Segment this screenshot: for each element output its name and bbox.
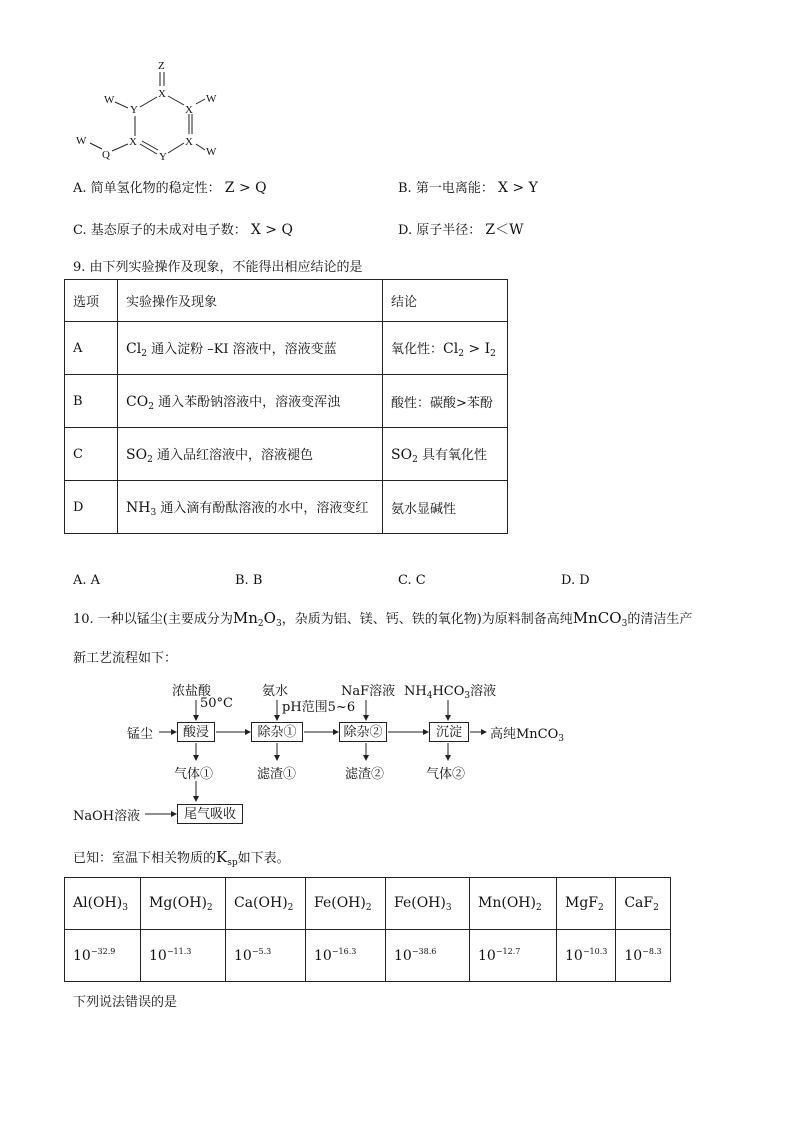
- atom-x-right: X: [185, 104, 193, 116]
- base: 10: [394, 948, 412, 964]
- q10-closing: 下列说法错误的是: [73, 995, 178, 1010]
- intro-text: 已知：室温下相关物质的: [73, 851, 217, 866]
- q9-stem: 9. 由下列实验操作及现象，不能得出相应结论的是: [73, 260, 363, 275]
- subscript: sp: [227, 858, 238, 868]
- q9-choice-c: C. C: [398, 573, 426, 588]
- option-b-text: B. 第一电离能：: [398, 181, 494, 196]
- step-tail-gas: 尾气吸收: [177, 804, 243, 824]
- subscript: 2: [206, 902, 213, 913]
- row-d-conclusion: 氨水显碱性: [383, 481, 508, 534]
- ksp-value-row: [65, 930, 671, 982]
- exponent: −11.3: [166, 947, 192, 956]
- exponent: −5.3: [251, 947, 272, 956]
- atom-w-bottom-right: W: [206, 146, 217, 158]
- subscript: 2: [598, 902, 604, 913]
- step-precipitate: 沉淀: [429, 722, 469, 742]
- formula: Mn(OH): [478, 894, 536, 911]
- label-acid: 浓盐酸: [172, 684, 212, 699]
- row-c-option: C: [65, 428, 118, 481]
- stem-part: ，杂质为铝、镁、钙、铁的氧化物)为原料制备高纯: [281, 612, 573, 627]
- ksp-value-cell: [65, 930, 141, 982]
- option-a-formula: Z > Q: [224, 180, 267, 196]
- subscript: 2: [412, 454, 418, 465]
- subscript: 3: [150, 507, 157, 518]
- formula: Mn: [232, 609, 258, 627]
- option-c-formula: X > Q: [250, 222, 293, 238]
- ksp-value-cell: [616, 930, 670, 982]
- base: 10: [478, 948, 496, 964]
- ksp-formula-cell: [616, 878, 670, 930]
- atom-x-top: X: [158, 88, 166, 100]
- formula: NH: [126, 499, 151, 516]
- stem-part: 10. 一种以锰尘(主要成分为: [73, 612, 233, 627]
- formula: O: [263, 609, 276, 627]
- step-acid-leach: 酸浸: [177, 722, 215, 742]
- row-d-option: D: [65, 481, 118, 534]
- conclusion-text: 具有氧化性: [417, 447, 487, 463]
- exponent: −16.3: [331, 947, 357, 956]
- subscript: 3: [445, 902, 452, 913]
- subscript: 2: [287, 902, 294, 913]
- label-ammonia: 氨水: [262, 684, 289, 699]
- option-d-text: D. 原子半径：: [398, 223, 482, 238]
- ksp-value-cell: [306, 930, 386, 982]
- header-conclusion: 结论: [383, 280, 508, 322]
- subscript: 3: [558, 734, 565, 744]
- conclusion-text: 氧化性：: [391, 341, 444, 357]
- formula: MgF: [565, 894, 599, 911]
- label-gas-1: 气体①: [174, 767, 214, 782]
- row-b-conclusion: 酸性：碳酸>苯酚: [383, 375, 508, 428]
- ksp-formula-cell: [65, 878, 141, 930]
- exponent: −32.9: [90, 947, 116, 956]
- label-gas-2: 气体②: [426, 767, 466, 782]
- subscript: 3: [464, 691, 471, 701]
- option-c-text: C. 基态原子的未成对电子数：: [73, 223, 247, 238]
- subscript: 2: [535, 902, 542, 913]
- q9-choice-b: B. B: [235, 573, 263, 588]
- operation-text: 通入品红溶液中，溶液褪色: [152, 447, 313, 463]
- formula-tail: > I: [463, 340, 491, 357]
- formula: CaF: [624, 894, 654, 911]
- label-product: [490, 723, 564, 744]
- label-tail: 溶液: [470, 684, 497, 699]
- option-b-formula: X > Y: [497, 180, 538, 196]
- subscript: 2: [365, 902, 372, 913]
- q10-stem-line2: 新工艺流程如下：: [73, 651, 178, 666]
- formula: Al(OH): [73, 894, 123, 911]
- ksp-table: [64, 877, 671, 982]
- label-temp: 50°C: [200, 696, 233, 711]
- base: 10: [565, 948, 583, 964]
- ksp-formula-cell: [306, 878, 386, 930]
- formula: Mg(OH): [149, 894, 207, 911]
- atom-z-top: Z: [158, 60, 165, 72]
- ksp-formula-cell: [470, 878, 557, 930]
- subscript: 3: [122, 902, 128, 913]
- formula: Fe(OH): [394, 894, 446, 911]
- formula: CO: [126, 393, 149, 410]
- subscript: 2: [653, 902, 659, 913]
- atom-w-left: W: [76, 135, 87, 147]
- label-residue-1: 滤渣①: [257, 767, 297, 782]
- ksp-formula-cell: [557, 878, 616, 930]
- ksp-formula-cell: [386, 878, 470, 930]
- atom-q-left: Q: [102, 149, 110, 161]
- ksp-formula-cell: [141, 878, 226, 930]
- subscript: 3: [275, 619, 282, 629]
- step-purify-2: 除杂②: [339, 722, 387, 742]
- subscript: 2: [148, 401, 154, 412]
- label-naf: NaF溶液: [341, 684, 396, 699]
- formula: SO: [391, 446, 413, 463]
- stem-part: 的清洁生产: [627, 612, 693, 627]
- ksp-value-cell: [226, 930, 306, 982]
- ksp-formula-row: [65, 878, 671, 930]
- formula: Fe(OH): [314, 894, 366, 911]
- exponent: −12.7: [495, 947, 521, 956]
- q9-choice-a: A. A: [73, 573, 101, 588]
- ksp-value-cell: [386, 930, 470, 982]
- atom-w-top-right: W: [206, 93, 217, 105]
- header-operation: 实验操作及现象: [118, 280, 383, 322]
- ksp-formula-cell: [226, 878, 306, 930]
- subscript: 2: [490, 348, 496, 359]
- formula: MnCO: [572, 609, 622, 627]
- formula: SO: [126, 446, 148, 463]
- operation-text: 通入苯酚钠溶液中，溶液变浑浊: [153, 394, 341, 410]
- formula: 高纯MnCO: [490, 727, 559, 742]
- atom-y-bottom: Y: [159, 151, 167, 163]
- ksp-value-cell: [141, 930, 226, 982]
- base: 10: [234, 948, 252, 964]
- subscript: 4: [426, 691, 433, 701]
- base: 10: [314, 948, 332, 964]
- exponent: −10.3: [582, 947, 608, 956]
- step-purify-1: 除杂①: [251, 722, 303, 742]
- header-option: 选项: [65, 280, 118, 322]
- atom-x-bottom-right: X: [185, 136, 193, 148]
- operation-text: 通入淀粉 –KI 溶液中，溶液变蓝: [146, 341, 337, 357]
- base: 10: [624, 948, 643, 964]
- base: 10: [73, 948, 91, 964]
- label-residue-2: 滤渣②: [345, 767, 385, 782]
- option-a-text: A. 简单氢化物的稳定性：: [73, 181, 221, 196]
- exponent: −38.6: [411, 947, 437, 956]
- atom-x-left: X: [129, 136, 137, 148]
- formula: NH: [404, 684, 427, 699]
- ksp-value-cell: [470, 930, 557, 982]
- subscript: 3: [621, 619, 628, 629]
- formula: Cl: [443, 340, 459, 357]
- base: 10: [149, 948, 167, 964]
- exponent: −8.3: [642, 947, 662, 956]
- formula: Cl: [126, 340, 142, 357]
- ksp-value-cell: [557, 930, 616, 982]
- subscript: 2: [147, 454, 153, 465]
- label-naoh: NaOH溶液: [73, 809, 141, 824]
- operation-text: 通入滴有酚酞溶液的水中，溶液变红: [156, 500, 369, 516]
- atom-w-top-left: W: [104, 94, 115, 106]
- row-b-option: B: [65, 375, 118, 428]
- atom-y-left: Y: [130, 104, 138, 116]
- row-a-option: A: [65, 322, 118, 375]
- q9-choice-d: D. D: [561, 573, 590, 588]
- formula: K: [216, 848, 228, 866]
- label-ph: pH范围5~6: [282, 700, 356, 715]
- option-d-formula: Z＜W: [485, 222, 524, 238]
- ksp-intro: [73, 847, 290, 868]
- intro-text: 如下表。: [237, 851, 290, 866]
- subscript: 2: [458, 348, 464, 359]
- formula: Ca(OH): [234, 894, 288, 911]
- formula: HCO: [432, 684, 465, 699]
- label-nh4hco3: [404, 680, 496, 701]
- subscript: 2: [257, 619, 264, 629]
- label-feed: 锰尘: [127, 727, 154, 742]
- subscript: 2: [141, 348, 147, 359]
